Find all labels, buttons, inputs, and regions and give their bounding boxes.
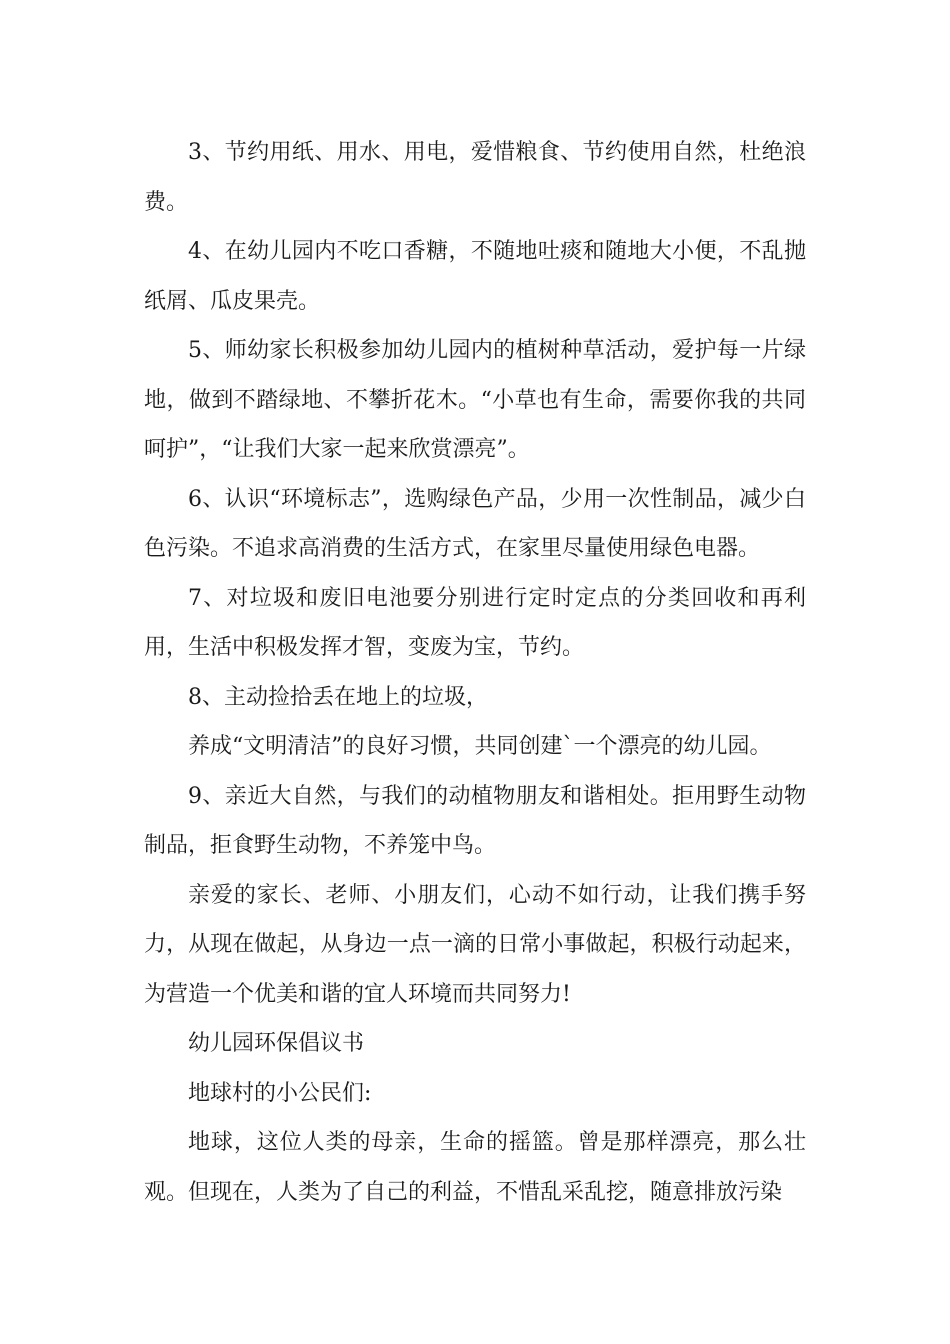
paragraph-item-3: 3、节约用纸、用水、用电，爱惜粮食、节约使用自然，杜绝浪费。 [144, 140, 806, 215]
paragraph-closing-appeal: 亲爱的家长、老师、小朋友们，心动不如行动，让我们携手努力，从现在做起，从身边一点一滴的日常小事做起，积极行动起来，为营造一个优美和谐的宜人环境而共同努力! [144, 882, 806, 1007]
paragraph-intro: 地球，这位人类的母亲，生命的摇篮。曾是那样漂亮，那么壮观。但现在，人类为了自己的利益，不惜乱采乱挖，随意排放污染 [144, 1130, 806, 1205]
paragraph-habit: 养成“文明清洁”的良好习惯，共同创建`一个漂亮的幼儿园。 [188, 734, 772, 759]
document-body [144, 128, 806, 1217]
paragraph-item-9: 9、亲近大自然，与我们的动植物朋友和谐相处。拒用野生动物制品，拒食野生动物，不养笼中鸟。 [144, 783, 806, 858]
paragraph-item-5: 5、师幼家长积极参加幼儿园内的植树种草活动，爱护每一片绿地，做到不踏绿地、不攀折花木。“小草也有生命，需要你我的共同呵护”，“让我们大家一起来欣赏漂亮”。 [144, 338, 806, 462]
paragraph-item-4: 4、在幼儿园内不吃口香糖，不随地吐痰和随地大小便，不乱抛纸屑、瓜皮果壳。 [144, 239, 806, 314]
salutation: 地球村的小公民们: [188, 1080, 372, 1106]
paragraph-item-8: 8、主动捡拾丢在地上的垃圾， [188, 684, 488, 710]
section-title: 幼儿园环保倡议书 [188, 1031, 365, 1056]
paragraph-item-7: 7、对垃圾和废旧电池要分别进行定时定点的分类回收和再利用，生活中积极发挥才智，变废为宝，节约。 [144, 585, 806, 660]
paragraph-item-6: 6、认识“环境标志”，选购绿色产品，少用一次性制品，减少白色污染。不追求高消费的生活方式，在家里尽量使用绿色电器。 [144, 486, 806, 561]
